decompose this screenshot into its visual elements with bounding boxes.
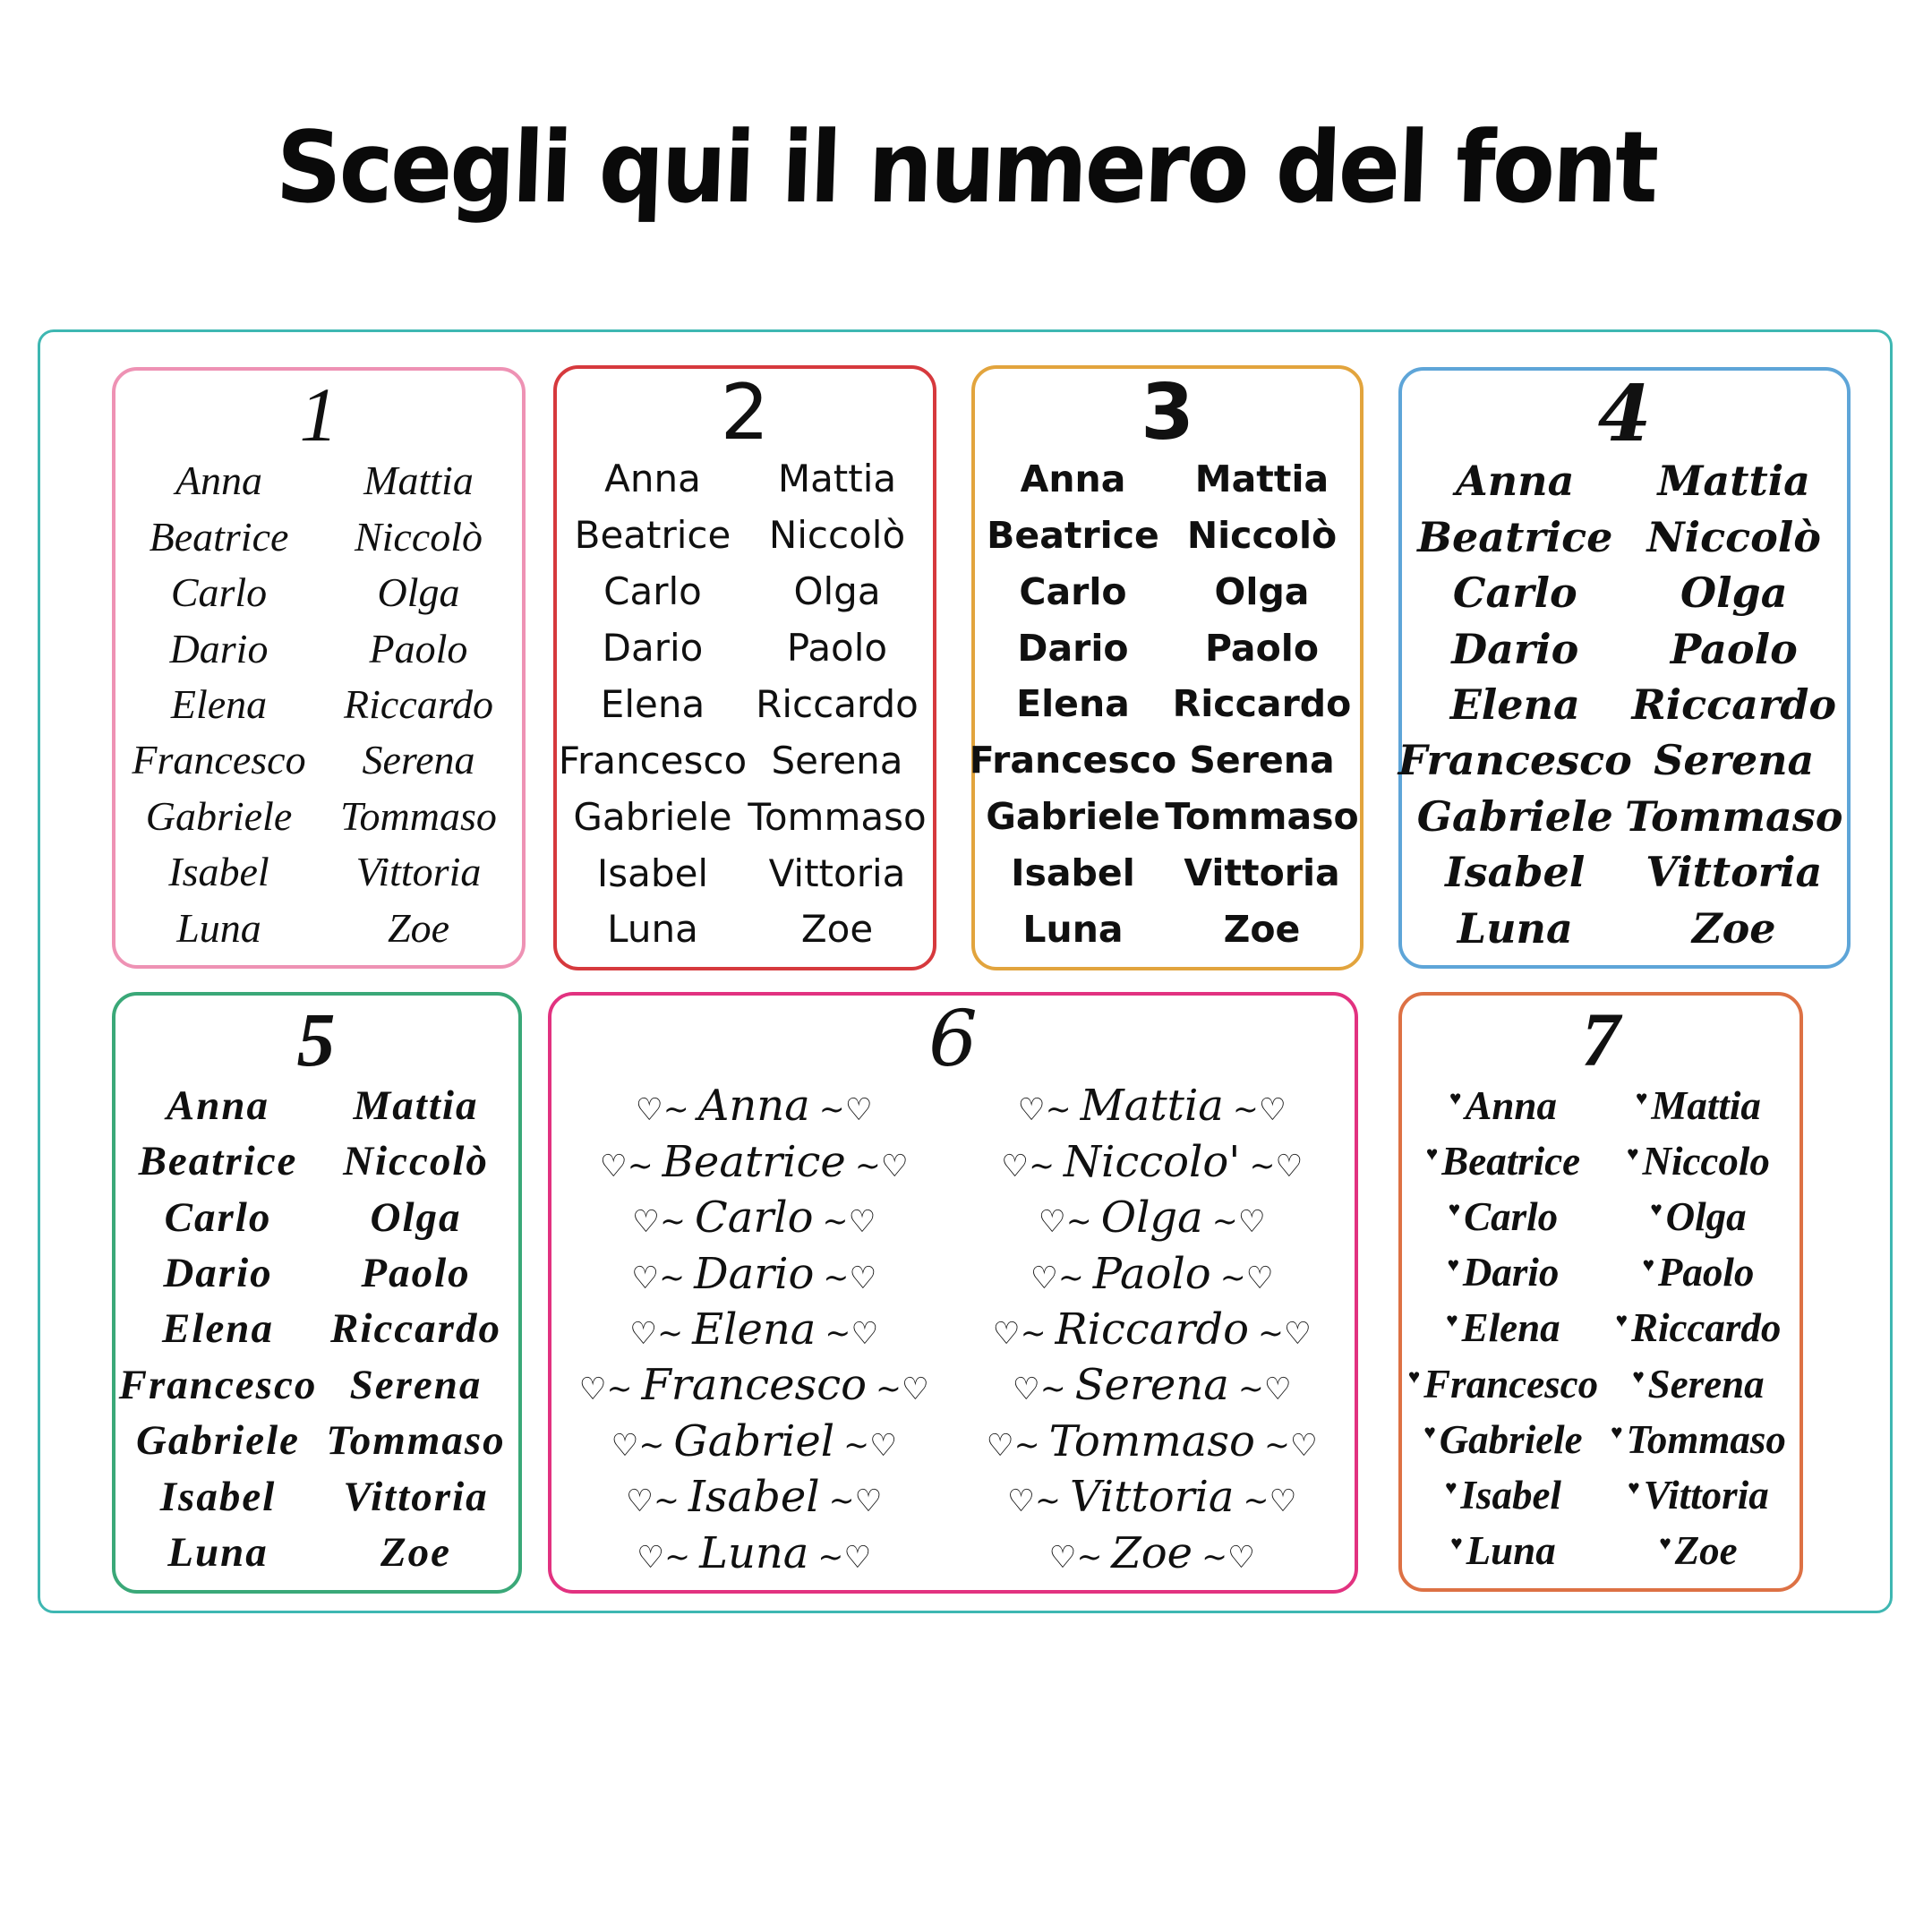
name-label: Anna (604, 457, 701, 501)
name-label: Carlo (1452, 568, 1577, 618)
name-label: Niccolò (354, 513, 483, 560)
names-column-right (317, 1078, 515, 1581)
name-label: Gabriele (1416, 791, 1613, 841)
name-label: Niccolò (1186, 513, 1338, 557)
name-label: ♥ Vittoria (1628, 1475, 1768, 1516)
name-label: Mattia (363, 457, 474, 504)
name-label: ♡~ Gabriel ~♡ (611, 1420, 897, 1463)
name-label: ♥ Luna (1450, 1531, 1555, 1571)
name-label: Carlo (164, 1193, 272, 1241)
name-label: ♡~ Serena ~♡ (1013, 1364, 1292, 1406)
name-label: Dario (163, 1250, 273, 1297)
name-label: ♥ Olga (1650, 1197, 1746, 1237)
font-number-6: 6 (928, 995, 978, 1084)
name-label: Isabel (1445, 848, 1586, 897)
name-label: Zoe (388, 904, 449, 951)
name-label: Tommaso (1625, 791, 1843, 841)
name-label: Olga (1214, 569, 1310, 613)
font-number-7: 7 (1581, 996, 1620, 1082)
name-label: ♥ Anna (1449, 1086, 1557, 1126)
name-label: ♥ Carlo (1449, 1197, 1558, 1237)
names-column-right (1601, 1078, 1796, 1579)
name-label: Gabriele (135, 1417, 301, 1465)
name-label: Francesco (118, 1361, 318, 1408)
name-label: Riccardo (344, 680, 493, 727)
name-label: Niccolò (768, 513, 906, 558)
name-label: Olga (377, 569, 460, 616)
name-label: Mattia (353, 1081, 479, 1129)
name-label: Tommaso (1165, 795, 1359, 839)
name-label: Elena (1016, 682, 1130, 726)
names-column-right (319, 453, 518, 956)
name-label: ♡~ Elena ~♡ (629, 1308, 878, 1351)
font-box-3 (971, 365, 1364, 970)
name-label: Luna (167, 1529, 269, 1577)
names-column-left (119, 453, 319, 956)
name-label: Dario (602, 626, 704, 671)
name-label: Vittoria (1646, 848, 1823, 897)
name-label: Dario (1017, 626, 1129, 670)
name-label: ♥ Francesco (1408, 1364, 1598, 1405)
name-label: Isabel (168, 849, 269, 895)
name-label: Serena (1654, 736, 1815, 785)
name-label: Dario (1451, 624, 1579, 673)
name-label: ♥ Riccardo (1616, 1308, 1782, 1348)
name-label: Gabriele (145, 792, 293, 839)
name-label: Mattia (1194, 457, 1329, 500)
names-grid (1406, 1078, 1796, 1579)
name-label: Dario (169, 625, 269, 671)
font-box-6 (548, 992, 1358, 1594)
names-column-left (558, 451, 748, 958)
names-column-right (953, 1078, 1352, 1581)
name-label: Luna (607, 907, 698, 952)
font-box-7 (1398, 992, 1803, 1592)
name-label: Tommaso (748, 794, 927, 839)
name-label: ♡~ Zoe ~♡ (1049, 1532, 1256, 1575)
name-label: Serena (349, 1361, 483, 1408)
name-label: Paolo (1670, 624, 1798, 673)
name-label: Niccolò (1646, 512, 1821, 561)
name-label: Mattia (1657, 457, 1810, 506)
name-label: Olga (370, 1193, 462, 1241)
names-column-left (555, 1078, 953, 1581)
name-label: Vittoria (343, 1473, 489, 1520)
name-label: ♡~ Tommaso ~♡ (987, 1420, 1318, 1463)
name-label: ♡~ Dario ~♡ (631, 1252, 876, 1295)
names-grid (119, 453, 518, 956)
font-number-1: 1 (299, 372, 338, 457)
name-label: Beatrice (987, 513, 1159, 557)
name-label: ♥ Serena (1632, 1364, 1764, 1405)
name-label: ♡~ Paolo ~♡ (1030, 1252, 1274, 1295)
name-label: ♥ Dario (1448, 1252, 1560, 1293)
name-label: Riccardo (756, 681, 919, 726)
font-number-4: 4 (1597, 369, 1652, 459)
names-column-left (1406, 1078, 1601, 1579)
name-label: Beatrice (149, 513, 289, 560)
name-label: Olga (1680, 568, 1788, 618)
names-grid (560, 451, 929, 958)
name-label: Serena (1189, 739, 1335, 782)
font-box-4 (1398, 367, 1851, 969)
name-label: Zoe (1691, 903, 1776, 953)
name-label: ♡~ Beatrice ~♡ (600, 1141, 909, 1184)
name-label: Isabel (159, 1473, 277, 1520)
name-label: ♥ Gabriele (1423, 1420, 1582, 1460)
names-grid (119, 1078, 515, 1581)
name-label: Beatrice (574, 513, 731, 558)
name-label: Elena (170, 680, 268, 727)
name-label: ♥ Paolo (1643, 1252, 1755, 1293)
name-label: Olga (793, 569, 881, 614)
name-label: Riccardo (330, 1305, 501, 1353)
name-label: Tommaso (340, 792, 497, 839)
name-label: Mattia (777, 457, 897, 501)
name-label: Tommaso (326, 1417, 506, 1465)
name-label: ♥ Mattia (1636, 1086, 1761, 1126)
name-label: Zoe (1223, 907, 1301, 951)
name-label: Francesco (558, 738, 748, 782)
name-label: Anna (1020, 457, 1126, 500)
name-label: Gabriele (573, 794, 732, 839)
name-label: Beatrice (138, 1138, 298, 1185)
name-label: Paolo (361, 1250, 471, 1297)
name-label: Anna (175, 457, 263, 504)
font-box-5 (112, 992, 522, 1594)
name-label: Carlo (1019, 569, 1127, 613)
name-label: Isabel (596, 851, 709, 895)
font-number-2: 2 (720, 368, 770, 457)
name-label: Riccardo (1631, 680, 1837, 729)
name-label: Vittoria (355, 849, 482, 895)
name-label: ♡~ Olga ~♡ (1039, 1196, 1266, 1239)
name-label: Luna (176, 904, 261, 951)
name-label: Carlo (603, 569, 702, 614)
name-label: ♥ Zoe (1659, 1531, 1737, 1571)
name-label: ♥ Beatrice (1426, 1141, 1580, 1182)
name-label: ♡~ Carlo ~♡ (632, 1196, 876, 1239)
name-label: Anna (166, 1081, 270, 1129)
name-label: Serena (771, 738, 903, 782)
name-label: Luna (1022, 907, 1124, 951)
names-grid (969, 451, 1359, 958)
name-label: Francesco (132, 737, 306, 783)
name-label: Zoe (800, 907, 874, 952)
page-title: Scegli qui il numero del font (274, 110, 1658, 226)
name-label: Vittoria (768, 851, 906, 895)
name-label: ♡~ Vittoria ~♡ (1007, 1475, 1296, 1518)
name-label: Beatrice (1417, 512, 1613, 561)
names-grid (1398, 453, 1843, 956)
name-label: Francesco (1398, 736, 1632, 785)
font-number-3: 3 (1141, 368, 1194, 457)
name-label: Anna (1456, 457, 1575, 506)
name-label: Elena (600, 681, 705, 726)
name-label: Elena (1449, 680, 1580, 729)
name-label: Paolo (1204, 626, 1319, 670)
names-column-right (745, 451, 929, 958)
font-box-2 (553, 365, 936, 970)
name-label: Carlo (170, 569, 268, 616)
name-label: Luna (1457, 903, 1573, 953)
name-label: Riccardo (1172, 682, 1352, 726)
font-box-1 (112, 367, 526, 969)
name-label: Zoe (380, 1529, 452, 1577)
name-label: ♡~ Anna ~♡ (636, 1084, 873, 1127)
name-label: ♥ Isabel (1445, 1475, 1561, 1516)
names-grid (555, 1078, 1351, 1581)
name-label: ♥ Elena (1446, 1308, 1560, 1348)
name-label: Francesco (969, 739, 1177, 782)
names-column-right (1625, 453, 1844, 956)
name-label: ♡~ Niccolo' ~♡ (1001, 1141, 1303, 1184)
name-label: ♥ Niccolo (1627, 1141, 1770, 1182)
name-label: Paolo (786, 626, 888, 671)
names-column-left (969, 451, 1177, 958)
name-label: Paolo (369, 625, 468, 671)
name-label: Isabel (1011, 851, 1135, 895)
name-label: ♥ Tommaso (1611, 1420, 1786, 1460)
name-label: Elena (162, 1305, 274, 1353)
name-label: ♡~ Isabel ~♡ (626, 1475, 883, 1518)
name-label: Gabriele (986, 795, 1160, 839)
names-column-right (1165, 451, 1359, 958)
name-label: Niccolò (343, 1138, 489, 1185)
name-label: Serena (362, 737, 475, 783)
name-label: Vittoria (1184, 851, 1340, 895)
name-label: ♡~ Francesco ~♡ (579, 1364, 929, 1406)
font-number-5: 5 (296, 996, 338, 1082)
name-label: ♡~ Riccardo ~♡ (993, 1308, 1312, 1351)
name-label: ♡~ Luna ~♡ (637, 1532, 871, 1575)
names-column-left (119, 1078, 317, 1581)
name-label: ♡~ Mattia ~♡ (1018, 1084, 1287, 1127)
names-column-left (1398, 453, 1632, 956)
